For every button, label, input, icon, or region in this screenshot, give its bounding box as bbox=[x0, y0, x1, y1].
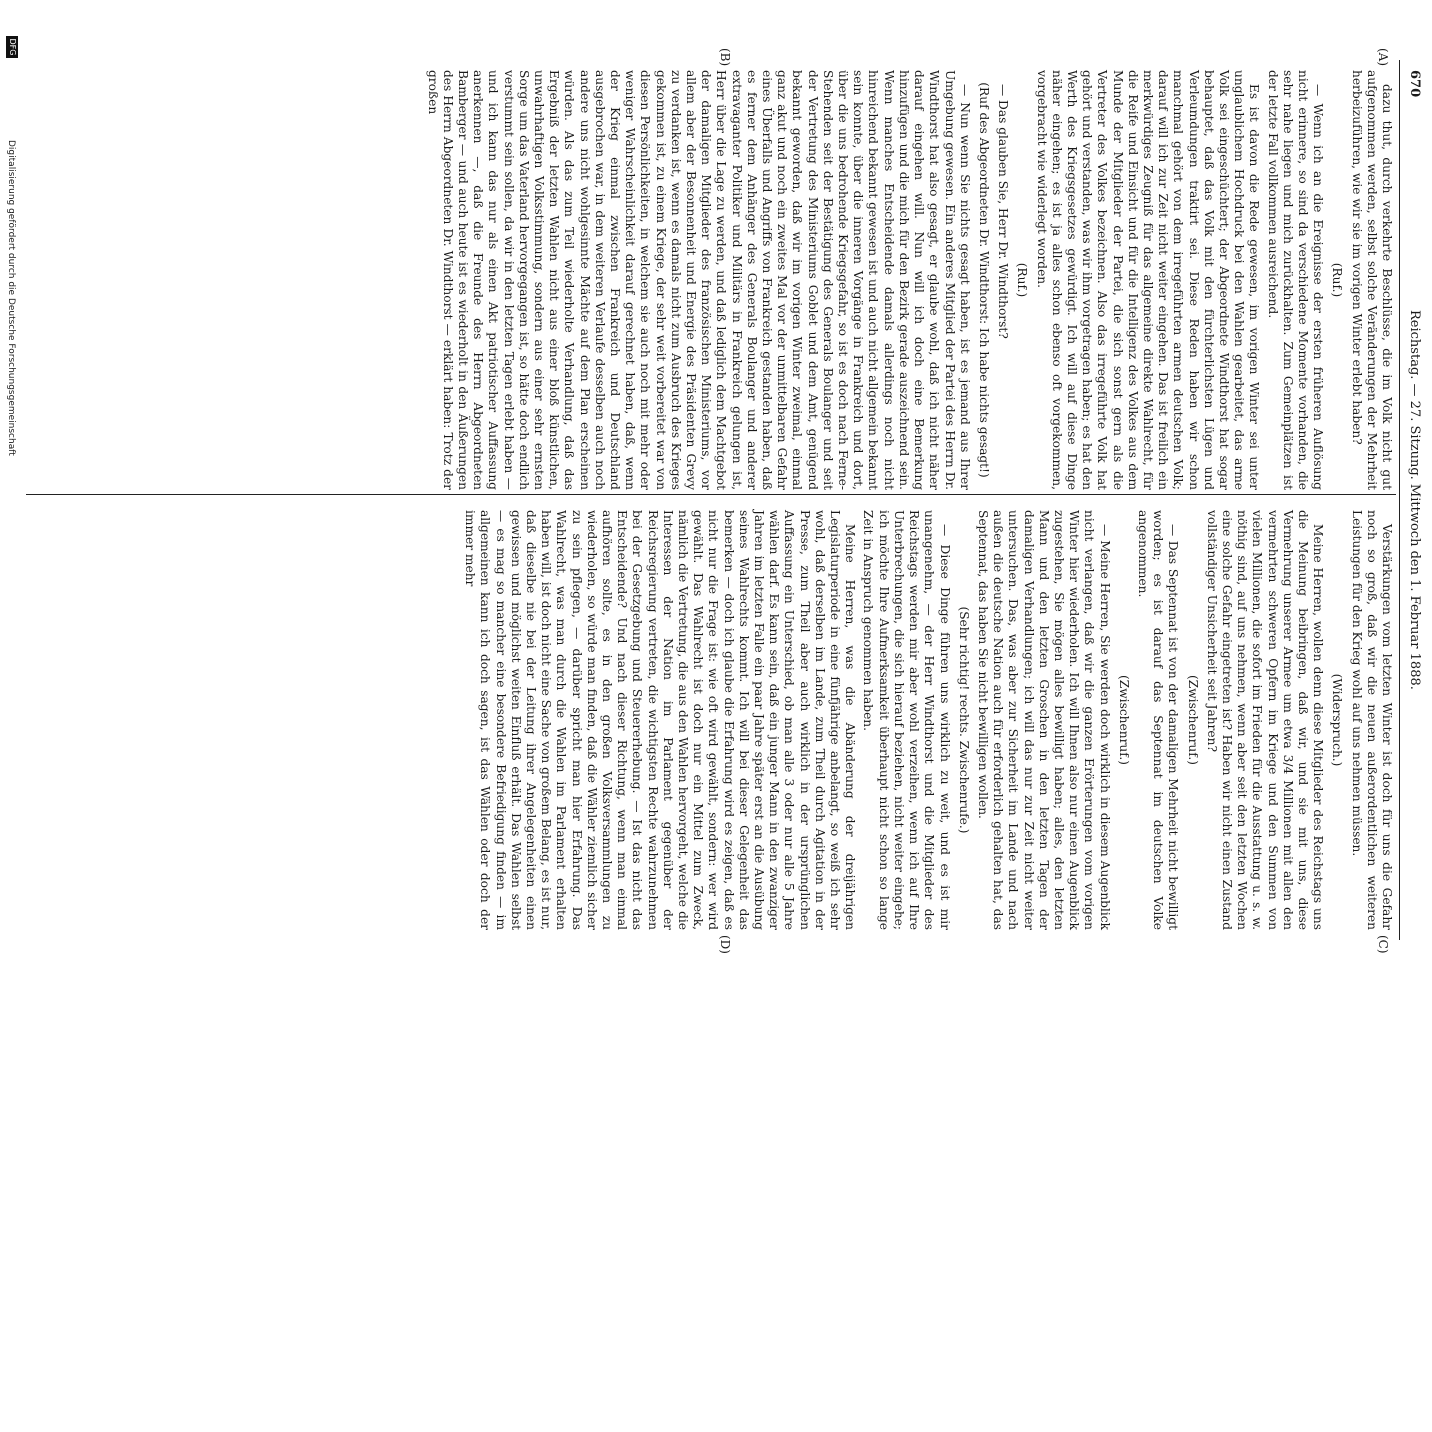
right-column bbox=[34, 510, 1394, 930]
dfg-logo: DFG bbox=[6, 36, 18, 58]
interjection: (Zwischenruf.) bbox=[1116, 675, 1131, 765]
interjection: (Ruf.) bbox=[1015, 262, 1030, 298]
paragraph: — Meine Herren, Sie werden doch wirklich in diesem Augenblick nicht verlangen, daß wir die ganzen Erörterungen vom vorigen Winter hier wiederholen. Ich will Ihnen also nur einen Augenblick zugestehen, Sie mögen alles bewilligt haben; alles, den letzten Mann und den letzten Groschen in den letzten Tagen der damaligen Verhandlungen; ich will das nur zur Zeit nicht weiter untersuchen. Das, was aber zur Sicherheit im Lande und nach außen die deutsche Nation auch für erforderlich gehalten hat, das Septennat, das haben Sie nicht bewilligen wollen. bbox=[975, 510, 1112, 930]
margin-mark-a: (A) bbox=[1376, 48, 1390, 67]
paragraph: — Wenn ich an die Ereignisse der ersten früheren Auflösung nicht erinnere, so sind da verschiedene Momente vorhanden, die sehr nahe liegen und mich zurückhalten. Zum Gemeinplätzen ist der letzte Fall vollkommen ausreichend. bbox=[1265, 70, 1326, 490]
interjection: (Widerspruch.) bbox=[1330, 673, 1345, 767]
paragraph: Es ist davon die Rede gewesen, im vorigen Winter sei unter unglaublichem Hochdruck bei den Wahlen gearbeitet, das arme Volk sei eingeschüchtert; der Abgeordnete Windthorst hat sogar behauptet, daß das Volk mit den fürchterlichsten Lügen und Verleumdungen traktirt sei. Diese Reden haben wir schon manchmal gehört von dem irregeführten armen deutschen Volk; darauf will ich zur Zeit nicht weiter eingehen. Das ist freilich ein merkwürdiges Zeugniß für das allgemeine direkte Wahlrecht, für die Reife und Einsicht und für die Intelligenz des Volkes aus dem Munde der Mitglieder der Partei, die sich sonst gern als die Vertreter des Volkes bezeichnen. Also das irregeführte Volk hat gehört und verstanden, was wir ihm vorgetragen haben; es hat den Werth des Kriegsgesetzes gewürdigt. Ich will auf diese Dinge näher eingehen; es ist ja alles schon ebenso oft vorgekommen, vorgebracht wie widerlegt worden. bbox=[1034, 70, 1262, 490]
margin-mark-b: (B) bbox=[718, 48, 732, 67]
paragraph: — Nun wenn Sie nichts gesagt haben, ist es jemand aus Ihrer Umgebung gewesen. Ein anderes Mitglied der Partei des Herrn Dr. Windthorst hat also gesagt, er glaube wohl, daß ich nicht näher darauf eingehen will. Nun will ich doch eine Bemerkung hinzufügen und die mich für den Bezirk gerade auszeichnend sein. Wenn manches Entscheidende damals allerdings noch nicht hinreichend bekannt gewesen ist und auch nicht allgemein bekannt sein konnte, über die inneren Vorgänge in Frankreich und dort, über die uns bedrohende Kriegsgefahr, so ist es doch nach Ferne-Stehenden seit der Bestätigung des Generals Boulanger und seit der Vertretung des Ministeriums Goblet und dem Amt, genügend bekannt geworden, daß wir im vorigen Winter zweimal, einmal ganz akut und noch ein zweites Mal vor der unmittelbaren Gefahr eines Überfalls und Angriffs von Frankreich gestanden haben, daß es ferner dem Anhänger des Generals Boulanger und anderer extravaganter Politiker und Militärs in Frankreich gelungen ist, Herr über die Lage zu werden, und daß lediglich dem Machtgebot der damaligen Mitglieder des französischen Ministeriums, vor allem aber der Besonnenheit und Energie des Präsidenten Grevy zu verdanken ist, wenn es damals nicht zum Ausbruch des Krieges gekommen ist, zu einem Kriege, der sehr weit vorbereitet war von diesen Persönlichkeiten, in welchem sie auch noch mit mehr oder weniger Wahrscheinlichkeit darauf gerechnet haben, daß, wenn der Krieg einmal zwischen Frankreich und Deutschland ausgebrochen war, in dem weiteren Verlaufe desselben auch noch andere uns nicht wohlgesinnte Mächte auf dem Plan erscheinen würden. Als das zum Teil wiederholte Verhandlung, daß das Ergebniß der letzten Wahlen nicht aus einer bloß künstlichen, unwahrhaftigen Volksstimmung, sondern aus einer sehr ernsten Sorge um das Vaterland hervorgegangen ist, so hätte doch endlich verstummt sein sollen, da wir in den letzten Tagen erlebt haben — und ich kann das nur als einen Akt patriotischer Auffassung anerkennen —, daß die Freunde des Herrn Abgeordneten Bamberger — und auch heute ist es wiederholt in den Äußerungen des Herrn Abgeordneten Dr. Windthorst — erklärt haben: Trotz der großen bbox=[425, 70, 972, 490]
paragraph: dazu thut, durch verkehrte Beschlüsse, die im Volk nicht gut aufgenommen werden, selbst solche Veränderungen der Mehrheit herbeizuführen, wie wir sie im vorigen Winter erlebt haben? bbox=[1349, 70, 1394, 490]
rotated-page bbox=[6, 0, 1432, 1432]
page-number: 670 bbox=[1407, 70, 1422, 98]
column-divider bbox=[26, 494, 1396, 495]
margin-mark-c: (C) bbox=[1376, 935, 1390, 954]
interjection: (Ruf.) bbox=[1330, 262, 1345, 298]
paragraph: — Das Septennat ist von der damaligen Mehrheit nicht bewilligt worden; es ist darauf das Septennat im deutschen Volke angenommen. bbox=[1135, 510, 1181, 930]
paragraph: — Diese Dinge führen uns wirklich zu weit, und es ist mir unangenehm, — der Herr Windthorst und die Mitglieder des Reichstags werden mir aber wohl verzeihen, wenn ich auf Ihre Unterbrechungen, die sich hierauf beziehen, nicht weiter eingehe; ich möchte Ihre Aufmerksamkeit überhaupt nicht schon so lange Zeit in Anspruch genommen haben. bbox=[861, 510, 952, 930]
margin-mark-d: (D) bbox=[718, 935, 732, 954]
digitization-footer: Digitalisierung gefördert durch die Deutsche Forschungsgemeinschaft bbox=[6, 140, 16, 456]
paragraph: — Das glauben Sie, Herr Dr. Windthorst? bbox=[996, 84, 1011, 339]
running-title: Reichstag. — 27. Sitzung. Mittwoch den 1. Februar 1888. bbox=[1407, 310, 1422, 690]
paragraph: Meine Herren, was die Abänderung der dreijährigen Legislaturperiode in eine fünfjährige anbelangt, so weiß ich sehr wohl, daß derselben im Lande, zum Theil durch Agitation in der Presse, zum Theil aber auch wirklich in der ursprünglichen Auffassung ein Unterschied, ob man alle 3 oder nur alle 5 Jahre wählen darf. Es kann sein, daß ein junger Mann in den zwanziger Jahren im letzten Falle ein paar Jahre später erst an die Ausübung seines Wahlrechts kommt. Ich will bei dieser Gelegenheit das bemerken — doch ich glaube die Erfahrung wird es zeigen, daß es nicht nur die Frage ist: wie oft wird gewählt, sondern: wer wird gewählt. Das Wahlrecht ist doch nur ein Mittel zum Zweck, nämlich die Vertretung, die aus den Wahlen hervorgeht, welche die Interessen der Nation im Parlament gegenüber der Reichsregierung vertreten, die wichtigsten Rechte wahrzunehmen bei der Gesetzgebung und Steuererhebung. — Ist das nicht das Entscheidende? Und nach dieser Richtung, wenn man einmal aufhören sollte, es in den großen Volksversammlungen zu wiederholen, so würde man finden, daß die Wähler ziemlich sicher zu sein pflegen, — darüber spricht man hier Erfahrung. Das Wahlrecht, was man durch die Wahlen im Parlament erhalten haben will, ist doch nicht eine Sache von großem Belang, es ist nur, daß dieselbe nie bei der Leitung ihrer Angelegenheiten einen gewissen und möglichst weiten Einfluß erhält. Das Wahlen selbst — es mag so mancher eine besondere Befriedigung finden — im allgemeinen kann ich doch sagen, ist das Wählen oder doch der immer mehr bbox=[463, 510, 858, 930]
left-column bbox=[34, 70, 1394, 490]
page-header bbox=[1400, 70, 1422, 930]
interjection: (Sehr richtig! rechts. Zwischenrufe.) bbox=[956, 606, 971, 834]
paragraph: Meine Herren, wollen denn diese Mitglieder des Reichstags uns die Meinung beibringen, daß wir, und sie mit uns, diese Vermehrung unserer Armee um etwa 3/4 Millionen mit allen den vermehrten schweren Opfern im Kriege und den Summen von vielen Millionen, die sofort im Frieden für die Ausstattung u. s. w. nöthig sind, auf uns nehmen, wenn aber seit den letzten Wochen eine solche Gefahr eingetreten ist? Haben wir nicht einen Zustand vollständiger Unsicherheit seit Jahren? bbox=[1204, 510, 1326, 930]
header-rule bbox=[1399, 60, 1400, 940]
interjection: (Zwischenruf.) bbox=[1185, 675, 1200, 765]
paragraph: Verstärkungen vom letzten Winter ist doch für uns die Gefahr noch so groß, daß wir die neuen außerordentlichen weiteren Leistungen für den Krieg wohl auf uns nehmen müssen. bbox=[1349, 510, 1394, 930]
interjection: (Ruf des Abgeordneten Dr. Windthorst: Ich habe nichts gesagt!) bbox=[976, 82, 991, 478]
